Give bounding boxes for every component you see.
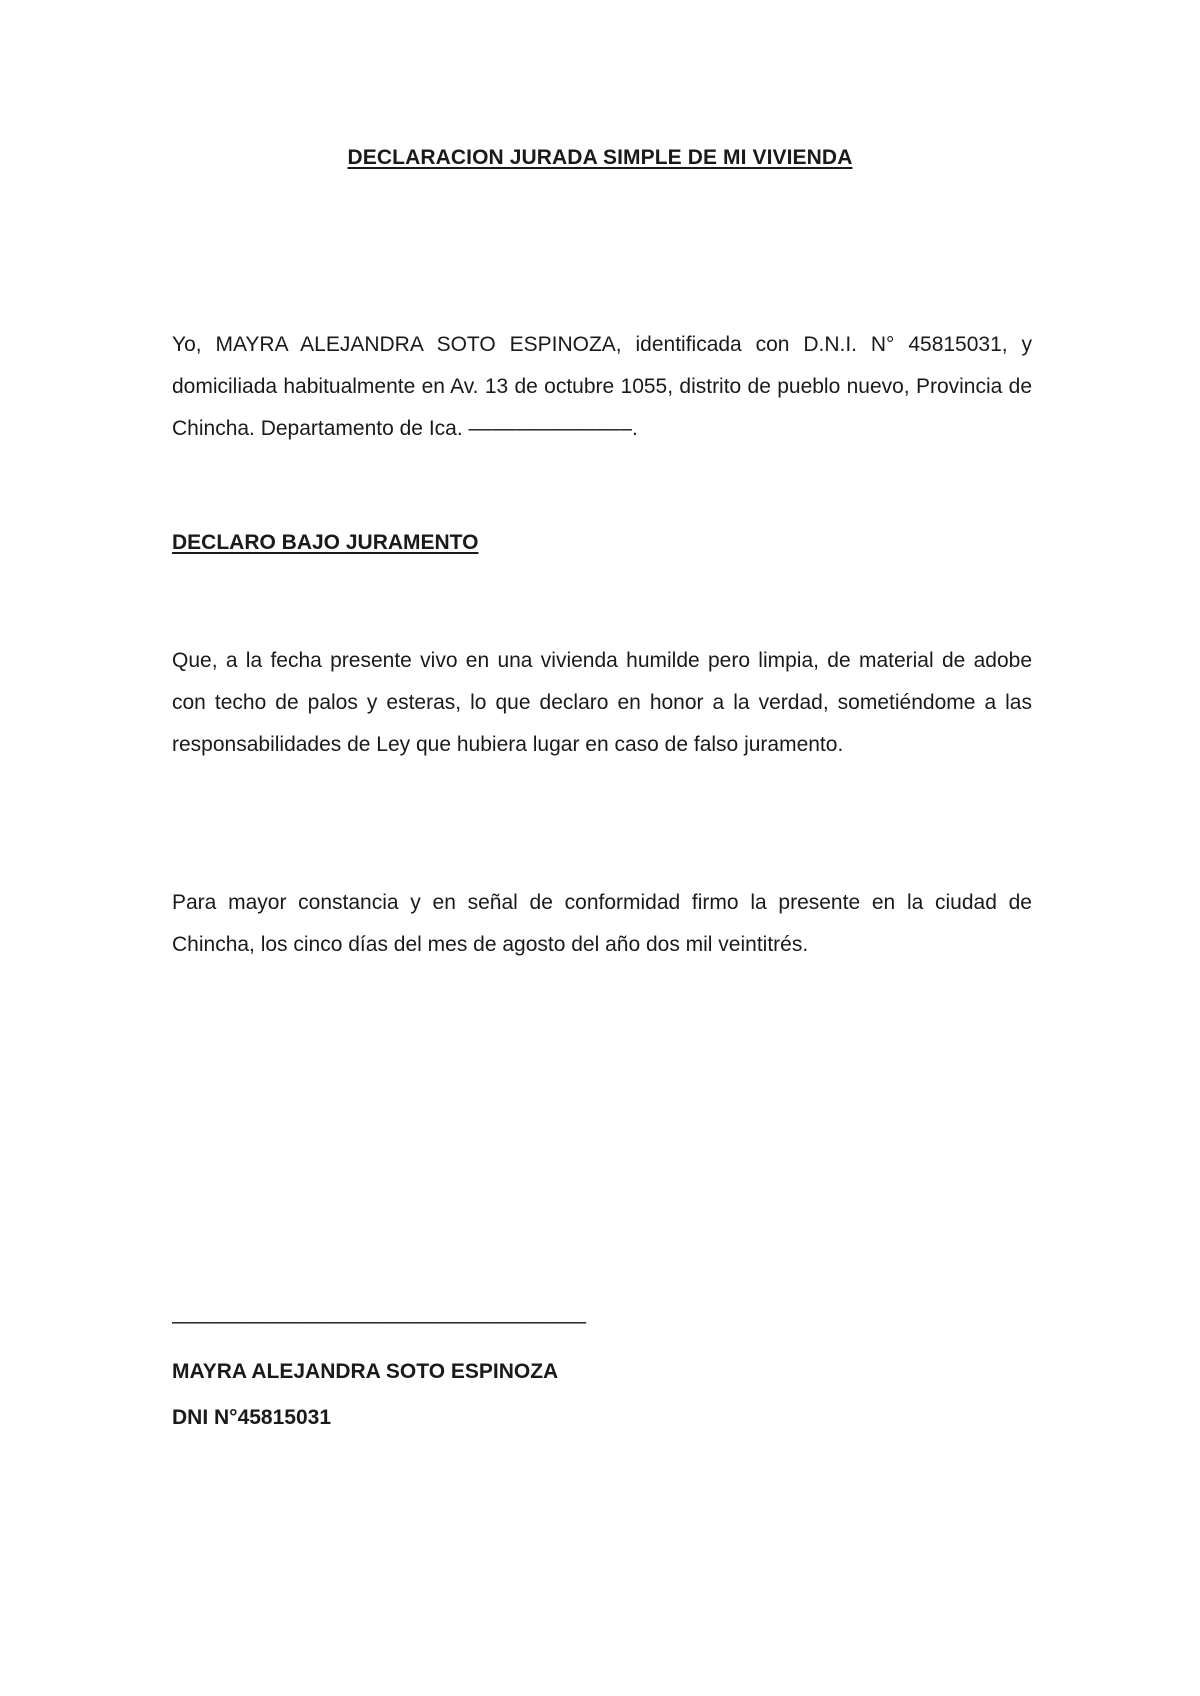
signature-line: ––––––––––––––––––––––––––––––––––––– bbox=[172, 1310, 586, 1333]
closing-paragraph: Para mayor constancia y en señal de conformidad firmo la presente en la ciudad de Chincha, los cinco días del mes de agosto del año dos mil veintitrés. bbox=[172, 891, 1032, 956]
document-title: DECLARACION JURADA SIMPLE DE MI VIVIENDA bbox=[347, 146, 853, 169]
intro-paragraph: Yo, MAYRA ALEJANDRA SOTO ESPINOZA, identificada con D.N.I. N° 45815031, y domiciliada habitualmente en Av. 13 de octubre 1055, distrito de pueblo nuevo, Provincia de Chincha. Departamento de Ica. ––––––––––––––. bbox=[172, 333, 1032, 440]
signatory-name: MAYRA ALEJANDRA SOTO ESPINOZA bbox=[172, 1360, 559, 1383]
declaration-heading: DECLARO BAJO JURAMENTO bbox=[172, 531, 479, 554]
declaration-paragraph: Que, a la fecha presente vivo en una vivienda humilde pero limpia, de material de adobe con techo de palos y esteras, lo que declaro en honor a la verdad, sometiéndome a las responsabilidades de Ley que hubiera lugar en caso de falso juramento. bbox=[172, 649, 1032, 756]
signatory-dni: DNI N°45815031 bbox=[172, 1406, 331, 1429]
